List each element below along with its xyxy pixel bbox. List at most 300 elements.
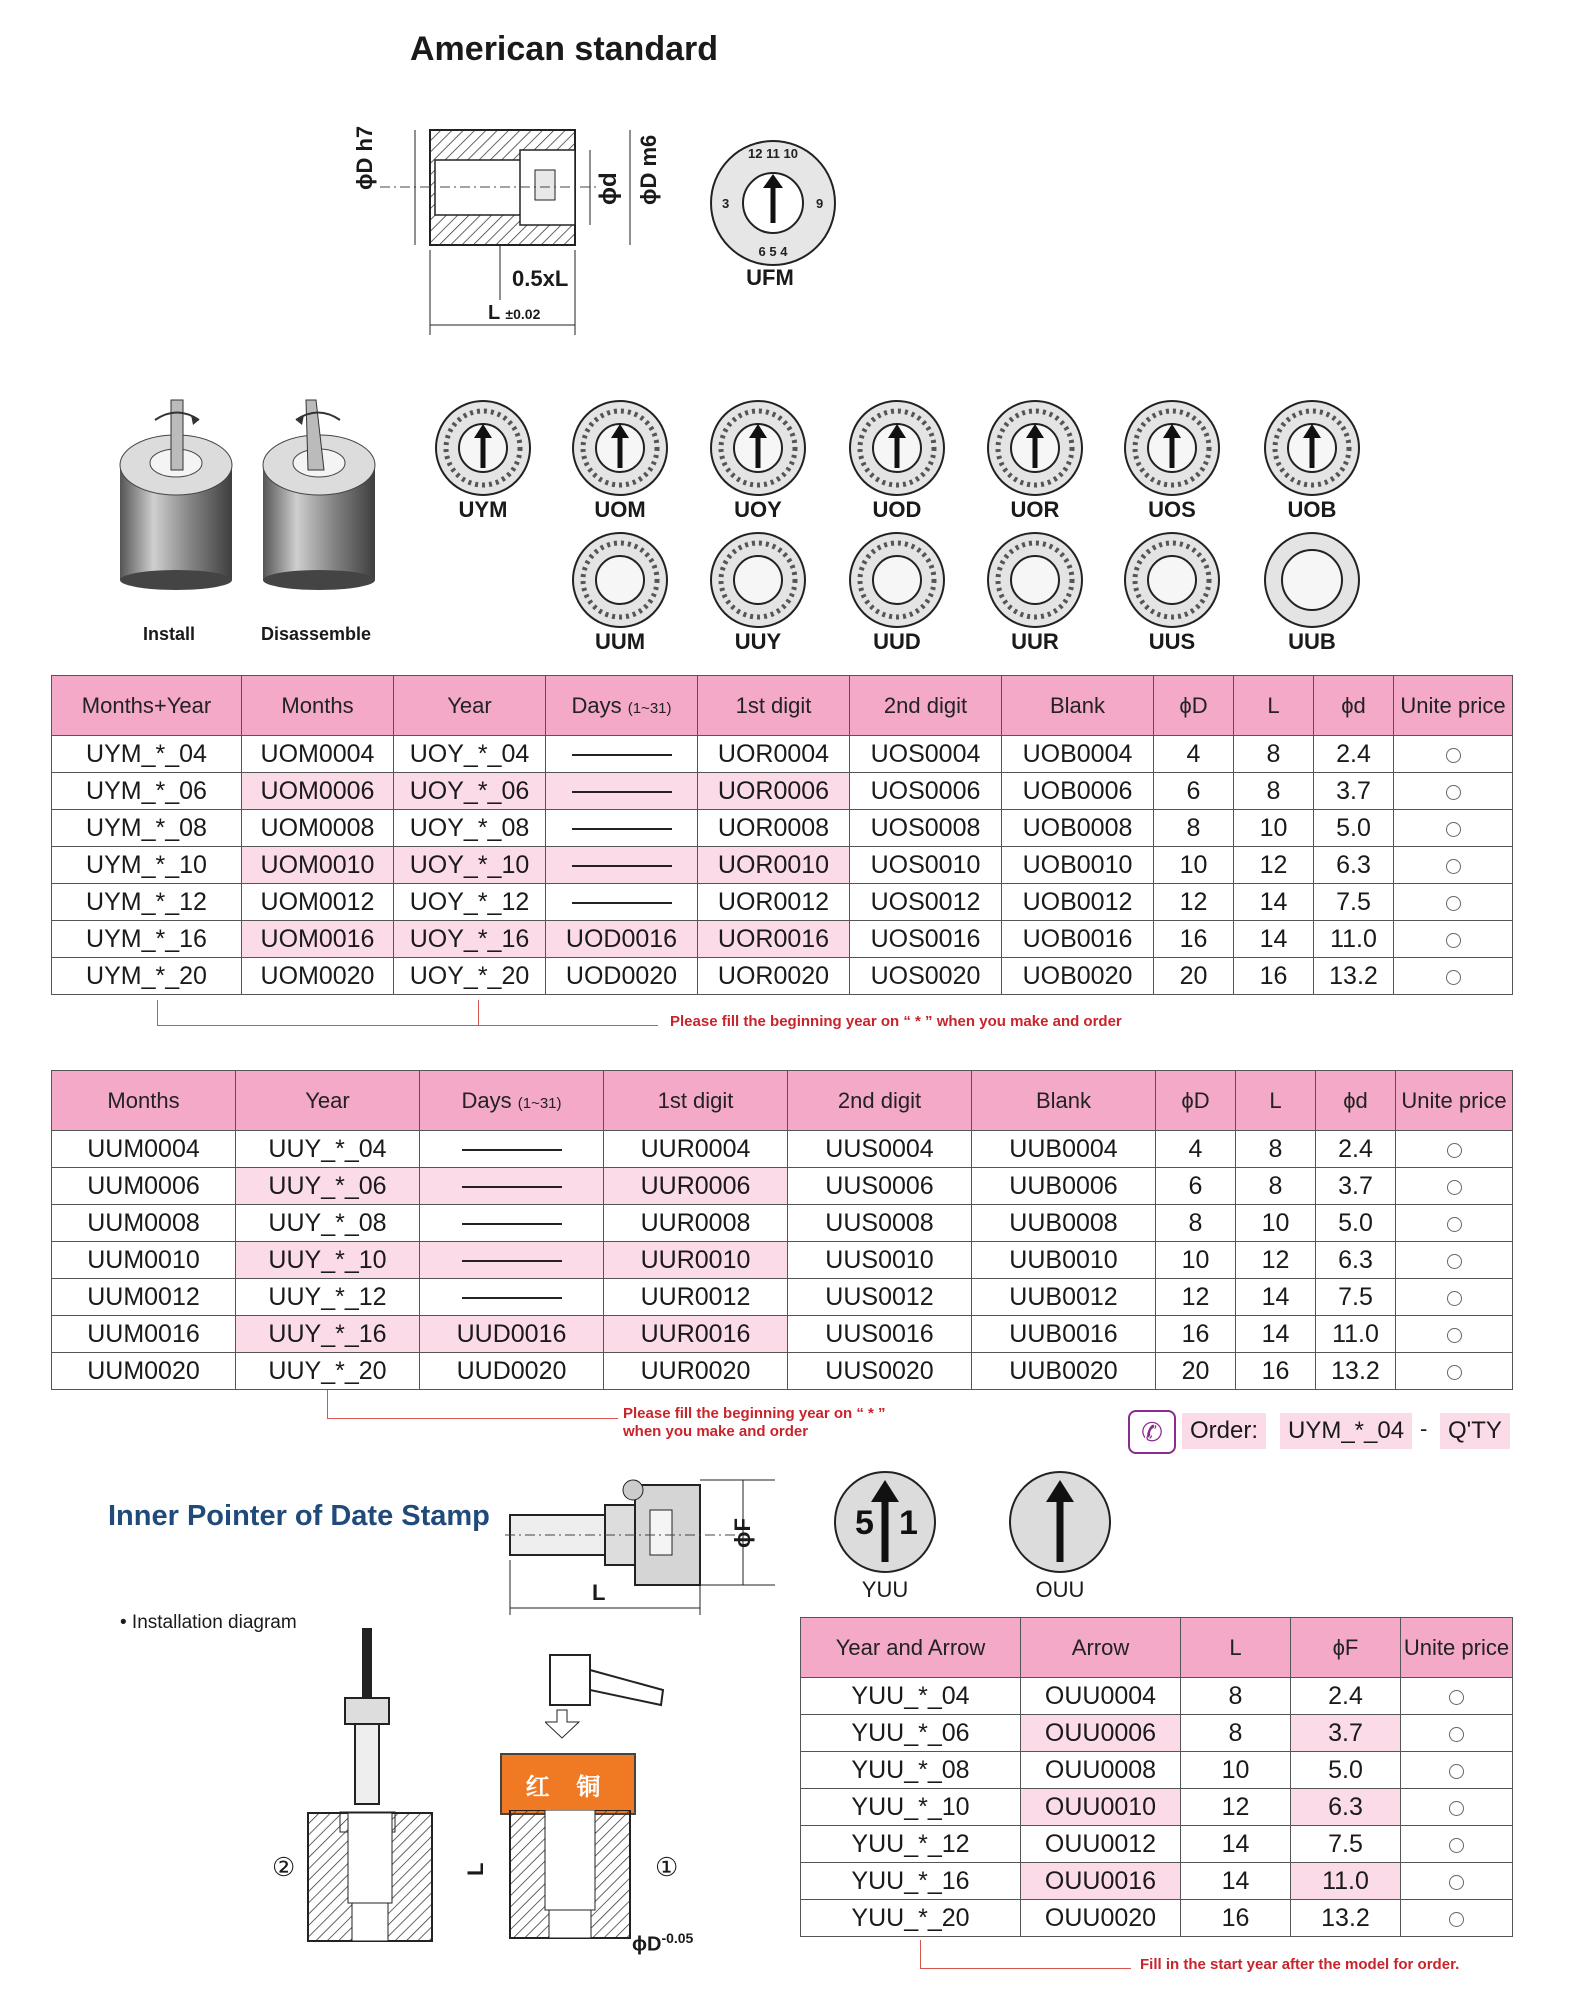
table-cell: 14 (1181, 1826, 1291, 1863)
price-cell (1394, 736, 1513, 773)
svg-text:3: 3 (722, 196, 730, 211)
dial-icon (847, 398, 947, 498)
header-cell: Months+Year (52, 676, 242, 736)
table-cell: UUS0006 (788, 1168, 972, 1205)
header-cell: Unite price (1394, 676, 1513, 736)
table-cell: 13.2 (1314, 958, 1394, 995)
dim-pointer-l: L (592, 1580, 606, 1605)
table-cell: UUR0004 (604, 1131, 788, 1168)
table-uo-series (51, 675, 1513, 995)
table-cell: 12 (1236, 1242, 1316, 1279)
dash-placeholder (572, 865, 672, 867)
header-cell: L (1181, 1618, 1291, 1678)
table-cell: UUR0012 (604, 1279, 788, 1316)
table-row (52, 1353, 1513, 1390)
table-cell: UUR0006 (604, 1168, 788, 1205)
header-cell: Days (1~31) (546, 676, 698, 736)
table-cell: OUU0020 (1021, 1900, 1181, 1937)
page-title: American standard (410, 30, 718, 68)
radio-icon[interactable] (1446, 896, 1461, 911)
table-row (801, 1789, 1513, 1826)
svg-text:9: 9 (816, 196, 824, 211)
table-cell (420, 1205, 604, 1242)
radio-icon[interactable] (1446, 822, 1461, 837)
ufm-label: UFM (746, 265, 794, 290)
table1-note-leader-2 (478, 1000, 479, 1025)
dash-placeholder (572, 754, 672, 756)
table-cell: 4 (1156, 1131, 1236, 1168)
table-cell: UOM0020 (242, 958, 394, 995)
table-row (52, 773, 1513, 810)
table-cell: UOY_*_16 (394, 921, 546, 958)
table-cell: UUB0010 (972, 1242, 1156, 1279)
table-cell: UOB0016 (1002, 921, 1154, 958)
disassemble-label: Disassemble (261, 624, 372, 644)
disassemble-illustration (258, 395, 383, 590)
radio-icon[interactable] (1449, 1727, 1464, 1742)
table-cell: UUS0010 (788, 1242, 972, 1279)
dash-placeholder (462, 1186, 562, 1188)
table-cell (546, 736, 698, 773)
table-cell (420, 1279, 604, 1316)
table-cell: 2.4 (1291, 1678, 1401, 1715)
table-cell: UUM0008 (52, 1205, 236, 1242)
yuu-label: YUU (861, 1577, 909, 1602)
dial-label: UOR (1010, 497, 1060, 522)
table-cell: 8 (1236, 1131, 1316, 1168)
dial-uym (433, 398, 537, 523)
table-row (52, 1279, 1513, 1316)
dash-placeholder (462, 1260, 562, 1262)
table-cell: 10 (1181, 1752, 1291, 1789)
table-cell: 16 (1236, 1353, 1316, 1390)
table-cell: 6 (1154, 773, 1234, 810)
phone-icon: ✆ (1128, 1410, 1176, 1454)
table-cell: 4 (1154, 736, 1234, 773)
price-cell (1396, 1168, 1513, 1205)
radio-icon[interactable] (1446, 859, 1461, 874)
radio-icon[interactable] (1446, 785, 1461, 800)
table-cell: UUR0020 (604, 1353, 788, 1390)
svg-text:5: 5 (855, 1504, 874, 1542)
header-cell: 2nd digit (850, 676, 1002, 736)
dial-label: UUM (594, 629, 646, 654)
table-cell: UUM0006 (52, 1168, 236, 1205)
order-sep: - (1420, 1416, 1428, 1441)
header-cell: Unite price (1401, 1618, 1513, 1678)
price-cell (1401, 1715, 1513, 1752)
table-cell: YUU_*_16 (801, 1863, 1021, 1900)
table-row (52, 1168, 1513, 1205)
table-cell: UOD0020 (546, 958, 698, 995)
table-cell: UYM_*_20 (52, 958, 242, 995)
table-cell: 10 (1236, 1205, 1316, 1242)
radio-icon[interactable] (1447, 1291, 1462, 1306)
radio-icon[interactable] (1446, 748, 1461, 763)
install-label: Install (143, 624, 196, 644)
header-cell: Blank (1002, 676, 1154, 736)
table-cell: UOR0020 (698, 958, 850, 995)
header-cell: Days (1~31) (420, 1071, 604, 1131)
table-cell: UOY_*_08 (394, 810, 546, 847)
table-cell (420, 1168, 604, 1205)
dial-label: UOY (734, 497, 782, 522)
table-cell: UUY_*_12 (236, 1279, 420, 1316)
table-cell: YUU_*_08 (801, 1752, 1021, 1789)
table-cell: UYM_*_06 (52, 773, 242, 810)
table-row (52, 1131, 1513, 1168)
table-cell: 8 (1234, 773, 1314, 810)
dim-d-m6: ϕD m6 (636, 134, 661, 205)
header-cell: Blank (972, 1071, 1156, 1131)
header-cell: Unite price (1396, 1071, 1513, 1131)
dial-icon (570, 398, 670, 498)
table2-note-leader (327, 1390, 618, 1419)
price-cell (1401, 1789, 1513, 1826)
radio-icon[interactable] (1447, 1365, 1462, 1380)
table-cell (420, 1131, 604, 1168)
table-cell: UOM0012 (242, 884, 394, 921)
table-cell: 2.4 (1316, 1131, 1396, 1168)
header-cell: L (1234, 676, 1314, 736)
header-cell: ϕd (1314, 676, 1394, 736)
table-cell: 7.5 (1314, 884, 1394, 921)
table-cell: UUB0020 (972, 1353, 1156, 1390)
dial-icon (1122, 398, 1222, 498)
table-cell: 8 (1236, 1168, 1316, 1205)
dial-uom (570, 398, 674, 523)
price-cell (1396, 1316, 1513, 1353)
radio-icon[interactable] (1449, 1801, 1464, 1816)
dial-icon (708, 530, 808, 630)
price-cell (1401, 1678, 1513, 1715)
dim-d-small: ϕd (595, 172, 622, 205)
header-cell: Months (242, 676, 394, 736)
dim-half-l: 0.5xL (512, 266, 569, 291)
price-cell (1401, 1900, 1513, 1937)
table-cell: UYM_*_10 (52, 847, 242, 884)
header-cell: 1st digit (698, 676, 850, 736)
header-cell: Arrow (1021, 1618, 1181, 1678)
dial-uos (1122, 398, 1226, 523)
dim-l-side: L (463, 1862, 488, 1876)
marker-2: ② (272, 1852, 296, 1882)
table-cell: OUU0010 (1021, 1789, 1181, 1826)
dial-icon (570, 530, 670, 630)
header-cell: 2nd digit (788, 1071, 972, 1131)
table-cell: 12 (1154, 884, 1234, 921)
table-cell: UOS0010 (850, 847, 1002, 884)
table-cell: UYM_*_08 (52, 810, 242, 847)
table3-note: Fill in the start year after the model for order. (1140, 1956, 1460, 1973)
header-cell: ϕd (1316, 1071, 1396, 1131)
table-cell (546, 847, 698, 884)
table-cell: UUD0020 (420, 1353, 604, 1390)
price-cell (1394, 958, 1513, 995)
table-cell: 6.3 (1314, 847, 1394, 884)
table-cell: 16 (1154, 921, 1234, 958)
install-illustration (115, 395, 240, 590)
svg-text:6 5 4: 6 5 4 (758, 244, 788, 259)
radio-icon[interactable] (1447, 1180, 1462, 1195)
table-cell: OUU0006 (1021, 1715, 1181, 1752)
radio-icon[interactable] (1449, 1838, 1464, 1853)
dial-icon (1262, 530, 1362, 630)
dial-uus (1122, 530, 1226, 655)
table-cell: UOM0016 (242, 921, 394, 958)
table-cell: UOM0006 (242, 773, 394, 810)
installation-diagram-label: • Installation diagram (120, 1612, 297, 1633)
dial-icon (1262, 398, 1362, 498)
table-cell: UYM_*_12 (52, 884, 242, 921)
table-cell: YUU_*_12 (801, 1826, 1021, 1863)
table-cell: 11.0 (1291, 1863, 1401, 1900)
price-cell (1396, 1242, 1513, 1279)
table-cell: UUY_*_08 (236, 1205, 420, 1242)
dial-uoy (708, 398, 812, 523)
table-cell: 14 (1181, 1863, 1291, 1900)
table-cell: YUU_*_06 (801, 1715, 1021, 1752)
table-row (52, 736, 1513, 773)
dial-icon (985, 530, 1085, 630)
table-cell: 6.3 (1291, 1789, 1401, 1826)
order-label: Order: (1182, 1413, 1266, 1449)
table-cell: UOY_*_20 (394, 958, 546, 995)
table-cell: 8 (1181, 1715, 1291, 1752)
table-cell: UOY_*_06 (394, 773, 546, 810)
table-cell: UYM_*_04 (52, 736, 242, 773)
table1-note-leader (157, 1000, 658, 1026)
table-cell: UUD0016 (420, 1316, 604, 1353)
inner-pointer-title: Inner Pointer of Date Stamp (108, 1500, 490, 1532)
table-cell (546, 773, 698, 810)
header-cell: Months (52, 1071, 236, 1131)
table-cell: UUR0016 (604, 1316, 788, 1353)
table-cell: UUM0020 (52, 1353, 236, 1390)
table-cell: UOS0004 (850, 736, 1002, 773)
table-cell: 6.3 (1316, 1242, 1396, 1279)
dial-label: UOB (1287, 497, 1337, 522)
table-row (801, 1900, 1513, 1937)
table-cell: UUS0020 (788, 1353, 972, 1390)
table1-note: Please fill the beginning year on “ * ” when you make and order (670, 1013, 1122, 1030)
table-cell: 5.0 (1314, 810, 1394, 847)
table-cell: UOR0016 (698, 921, 850, 958)
price-cell (1396, 1279, 1513, 1316)
table-cell: UOB0012 (1002, 884, 1154, 921)
dial-label: UYM (458, 497, 508, 522)
installation-diagram-right (545, 1650, 665, 1740)
dial-label: UUD (873, 629, 921, 654)
dial-label: UUY (734, 629, 782, 654)
table-cell: 3.7 (1316, 1168, 1396, 1205)
table-cell: UOS0016 (850, 921, 1002, 958)
table-cell: UOM0004 (242, 736, 394, 773)
price-cell (1396, 1205, 1513, 1242)
table-cell: OUU0008 (1021, 1752, 1181, 1789)
table-cell: UOY_*_12 (394, 884, 546, 921)
table-cell: 16 (1181, 1900, 1291, 1937)
dial-label: UUS (1148, 629, 1196, 654)
table-cell: UOR0006 (698, 773, 850, 810)
order-qty: Q'TY (1440, 1413, 1510, 1449)
dial-label: UOS (1148, 497, 1196, 522)
svg-text:12 11 10: 12 11 10 (748, 146, 798, 161)
dial-icon (985, 398, 1085, 498)
header-cell: L (1236, 1071, 1316, 1131)
dial-label: UOM (594, 497, 646, 522)
table-cell: UUM0004 (52, 1131, 236, 1168)
table-row (801, 1678, 1513, 1715)
dial-uuy (708, 530, 812, 655)
dial-icon (708, 398, 808, 498)
table3-note-leader (920, 1940, 1131, 1969)
table-cell: UOS0008 (850, 810, 1002, 847)
table-cell: 14 (1234, 884, 1314, 921)
price-cell (1401, 1752, 1513, 1789)
radio-icon[interactable] (1447, 1254, 1462, 1269)
table-cell: 10 (1156, 1242, 1236, 1279)
table2-note: Please fill the beginning year on “ * ” when you make and order (623, 1405, 886, 1440)
table-cell: 10 (1154, 847, 1234, 884)
radio-icon[interactable] (1447, 1217, 1462, 1232)
dim-l-tolerance: L ±0.02 (488, 302, 541, 324)
dial-icon (847, 530, 947, 630)
table-cell: 10 (1234, 810, 1314, 847)
dash-placeholder (572, 828, 672, 830)
table-cell: OUU0004 (1021, 1678, 1181, 1715)
table-cell: 7.5 (1316, 1279, 1396, 1316)
dial-label: UUB (1288, 629, 1336, 654)
price-cell (1396, 1353, 1513, 1390)
dash-placeholder (462, 1297, 562, 1299)
radio-icon[interactable] (1447, 1328, 1462, 1343)
ufm-dial (708, 138, 838, 268)
installation-diagram-right-body (505, 1810, 635, 1950)
table-cell: UUB0004 (972, 1131, 1156, 1168)
table-cell: UOB0004 (1002, 736, 1154, 773)
table-cell: YUU_*_20 (801, 1900, 1021, 1937)
table-cell: YUU_*_04 (801, 1678, 1021, 1715)
table-cell: UUY_*_04 (236, 1131, 420, 1168)
table-cell (546, 810, 698, 847)
table-cell: UUR0010 (604, 1242, 788, 1279)
table-cell: 5.0 (1316, 1205, 1396, 1242)
price-cell (1394, 847, 1513, 884)
table-cell: UUS0012 (788, 1279, 972, 1316)
table-cell: UUS0016 (788, 1316, 972, 1353)
radio-icon[interactable] (1449, 1912, 1464, 1927)
table-cell: UOS0020 (850, 958, 1002, 995)
dial-uud (847, 530, 951, 655)
table-cell: OUU0016 (1021, 1863, 1181, 1900)
radio-icon[interactable] (1447, 1143, 1462, 1158)
price-cell (1396, 1131, 1513, 1168)
table-row (801, 1863, 1513, 1900)
table-cell: UOS0012 (850, 884, 1002, 921)
dial-icon (433, 398, 533, 498)
dash-placeholder (462, 1149, 562, 1151)
table-cell: UOB0006 (1002, 773, 1154, 810)
price-cell (1394, 884, 1513, 921)
table-row (52, 958, 1513, 995)
table-cell: UUS0004 (788, 1131, 972, 1168)
table-cell: 3.7 (1291, 1715, 1401, 1752)
table-row (801, 1715, 1513, 1752)
table-cell: UOS0006 (850, 773, 1002, 810)
table-cell: 8 (1156, 1205, 1236, 1242)
table-cell: 14 (1236, 1279, 1316, 1316)
table-cell: 8 (1234, 736, 1314, 773)
price-cell (1401, 1826, 1513, 1863)
table-cell: 12 (1181, 1789, 1291, 1826)
table-cell: UOR0004 (698, 736, 850, 773)
header-cell: 1st digit (604, 1071, 788, 1131)
table-row (52, 921, 1513, 958)
yuu-dial (833, 1470, 937, 1574)
header-cell: Year and Arrow (801, 1618, 1021, 1678)
dash-placeholder (572, 902, 672, 904)
table-cell: 16 (1156, 1316, 1236, 1353)
table-cell: UUM0012 (52, 1279, 236, 1316)
table-row (52, 1242, 1513, 1279)
table-cell: UOR0012 (698, 884, 850, 921)
table-cell: UOR0008 (698, 810, 850, 847)
dash-placeholder (572, 791, 672, 793)
table-cell: UUY_*_16 (236, 1316, 420, 1353)
table-cell: 12 (1234, 847, 1314, 884)
dim-phi-d-tolerance: $\phi D^{-0.05}$ (632, 1930, 694, 1956)
dial-label: UUR (1011, 629, 1059, 654)
dial-uod (847, 398, 951, 523)
header-cell: Year (236, 1071, 420, 1131)
table-cell: OUU0012 (1021, 1826, 1181, 1863)
table-cell: UUM0016 (52, 1316, 236, 1353)
table-cell: UOM0010 (242, 847, 394, 884)
radio-icon[interactable] (1449, 1875, 1464, 1890)
table-cell: UUY_*_20 (236, 1353, 420, 1390)
table-cell: YUU_*_10 (801, 1789, 1021, 1826)
table-row (52, 1316, 1513, 1353)
table-cell: UOB0008 (1002, 810, 1154, 847)
dial-uur (985, 530, 1089, 655)
order-example: UYM_*_04 (1280, 1413, 1412, 1449)
dial-uum (570, 530, 674, 655)
table-cell: UOR0010 (698, 847, 850, 884)
table-cell: UOB0020 (1002, 958, 1154, 995)
table-row (52, 810, 1513, 847)
dial-uor (985, 398, 1089, 523)
table-cell: 6 (1156, 1168, 1236, 1205)
radio-icon[interactable] (1449, 1764, 1464, 1779)
table-cell: UUB0012 (972, 1279, 1156, 1316)
radio-icon[interactable] (1446, 970, 1461, 985)
table-cell: 8 (1181, 1678, 1291, 1715)
table-cell: 20 (1154, 958, 1234, 995)
table-cell: 14 (1234, 921, 1314, 958)
table-cell: UUB0008 (972, 1205, 1156, 1242)
dial-uob (1262, 398, 1366, 523)
table-pointer-series (800, 1617, 1513, 1937)
radio-icon[interactable] (1446, 933, 1461, 948)
table-cell: UUM0010 (52, 1242, 236, 1279)
radio-icon[interactable] (1449, 1690, 1464, 1705)
table-cell: UUY_*_10 (236, 1242, 420, 1279)
table-cell: 13.2 (1316, 1353, 1396, 1390)
table-cell: 3.7 (1314, 773, 1394, 810)
price-cell (1394, 810, 1513, 847)
table-uu-series (51, 1070, 1513, 1390)
